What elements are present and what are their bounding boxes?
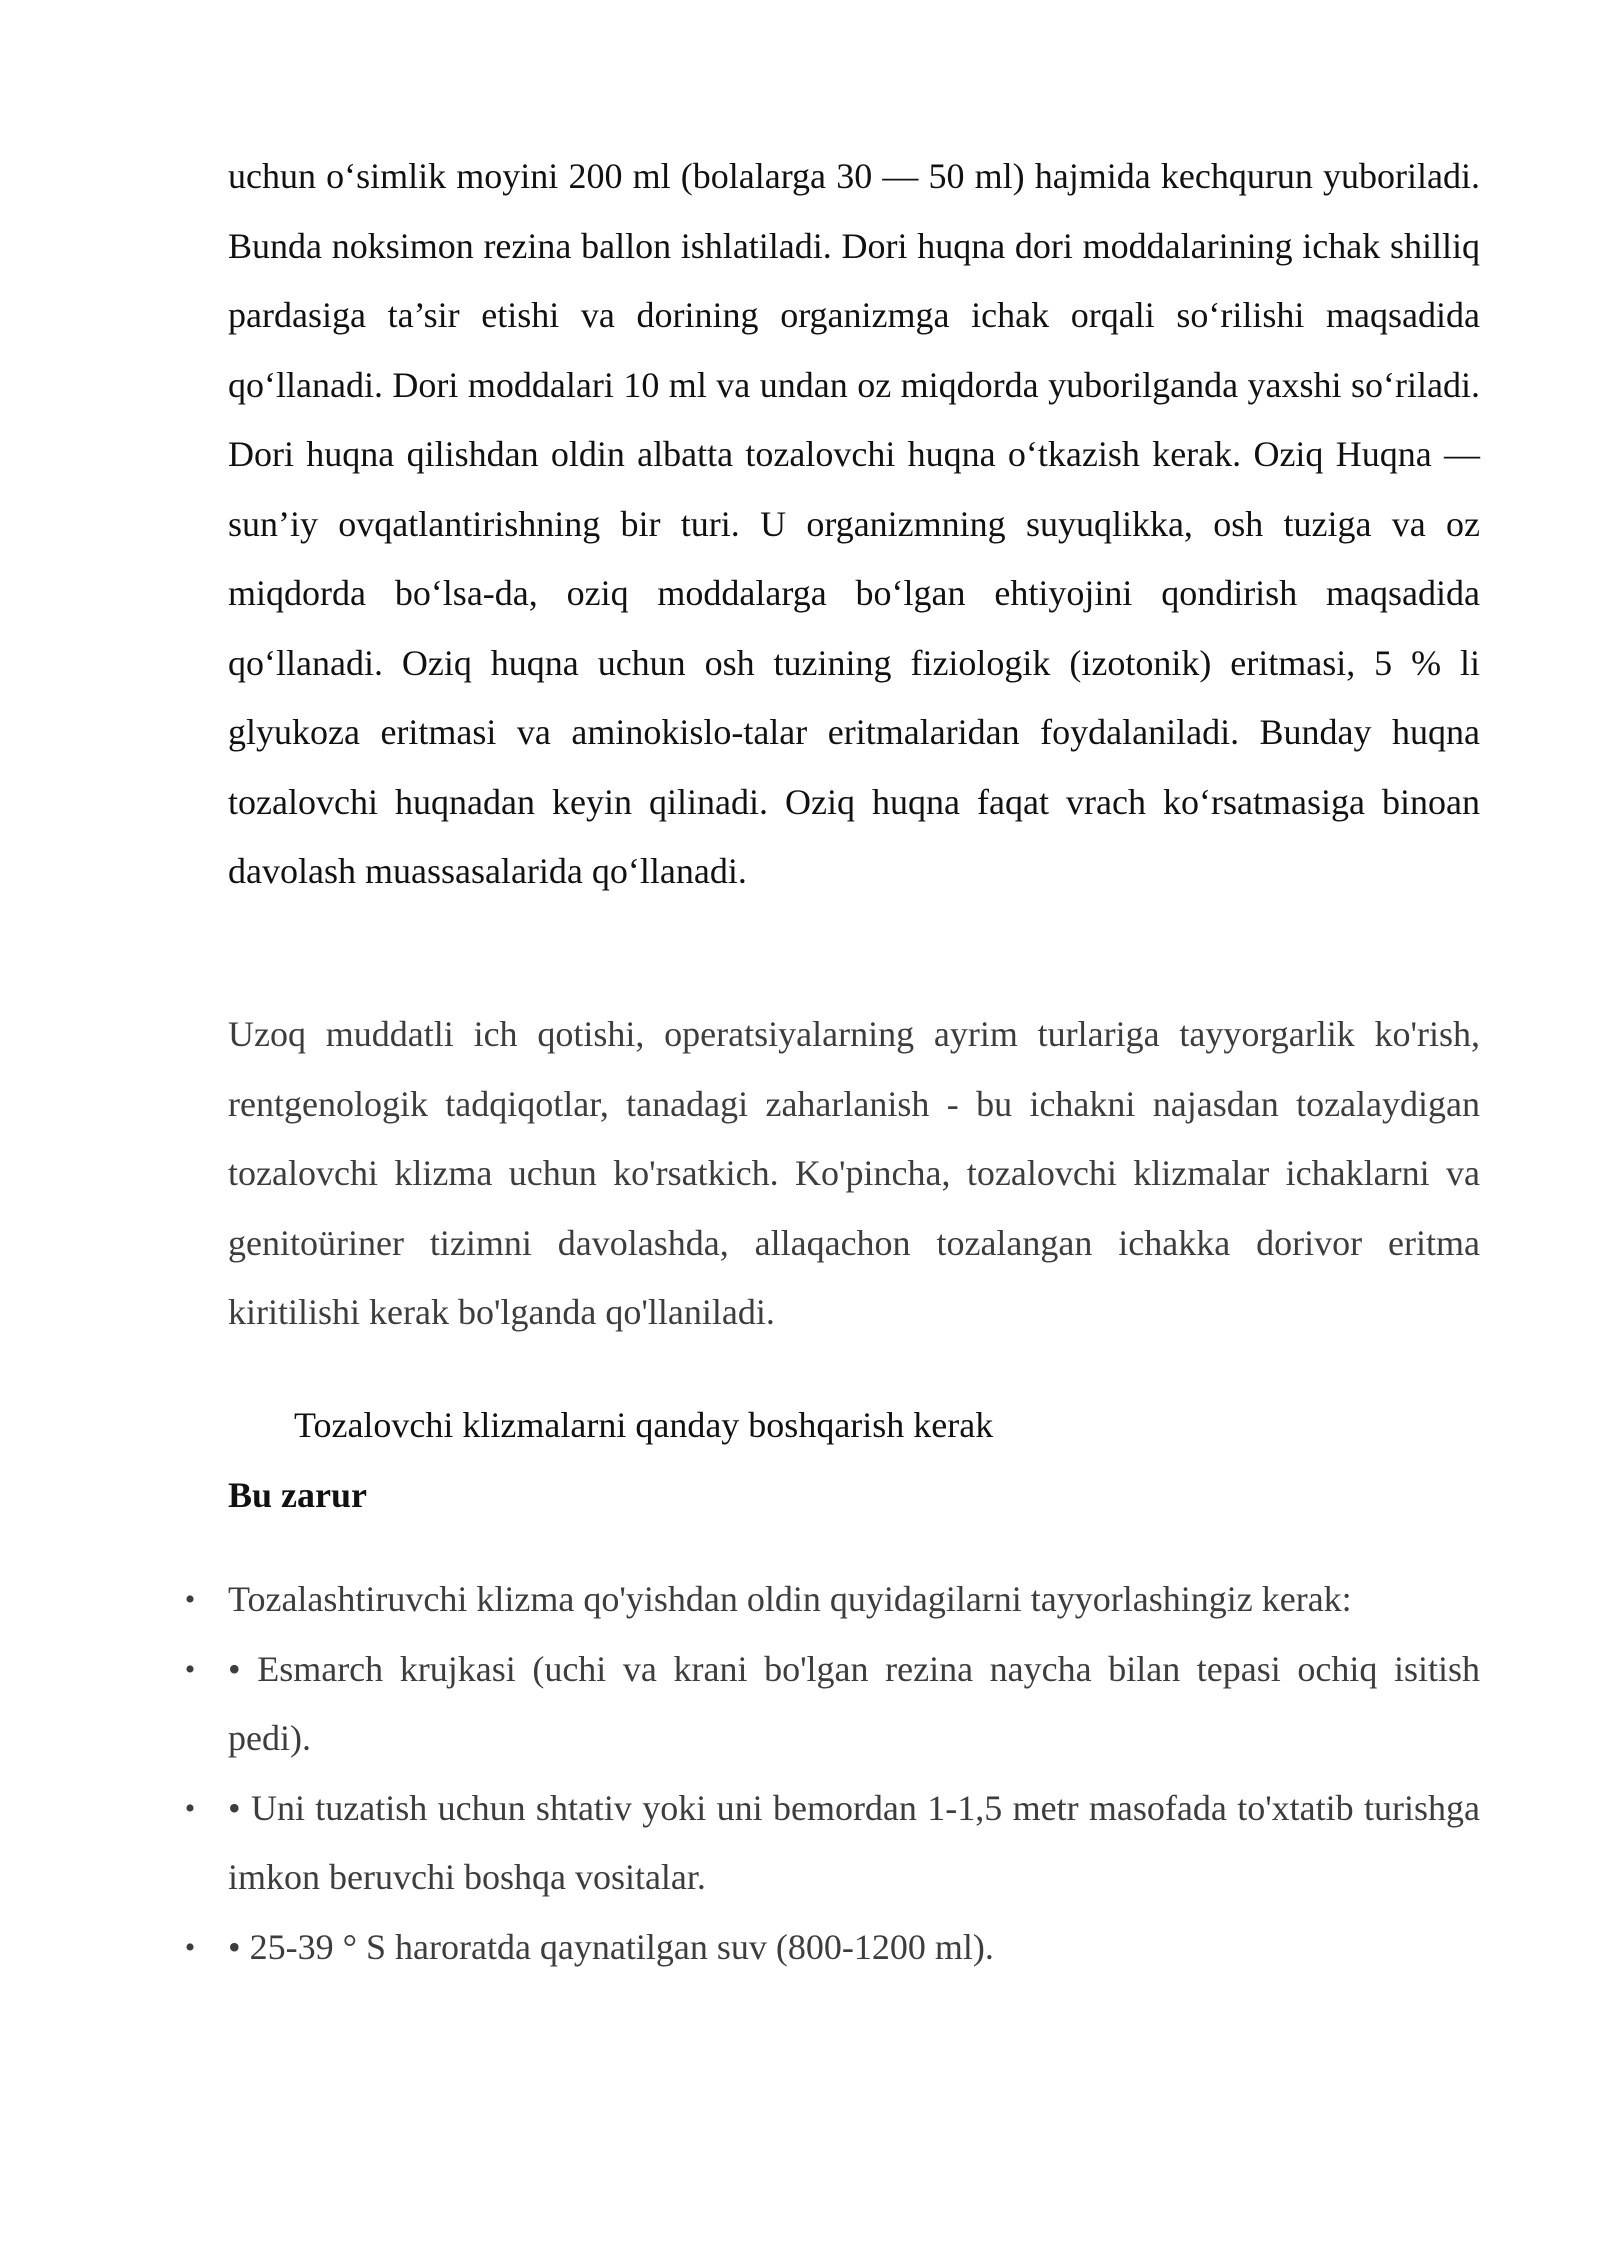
section-subheading: Bu zarur	[228, 1475, 367, 1515]
section-heading: Tozalovchi klizmalarni qanday boshqarish kerak	[294, 1405, 994, 1445]
bullet-marker: •	[184, 1583, 196, 1616]
list-item	[184, 1913, 1480, 1983]
bullet-list	[184, 1565, 1480, 1982]
bullet-marker: •	[184, 1652, 196, 1686]
body-paragraph: Uzoq muddatli ich qotishi, operatsiyalarning ayrim turlariga tayyorgarlik ko'rish, rentgenologik tadqiqotlar, tanadagi zaharlanish - bu ichakni najasdan tozalaydigan tozalovchi klizma uchun ko'rsatkich. Ko'pincha, tozalovchi klizmalar ichaklarni va genitoüriner tizimni davolashda, allaqachon tozalangan ichakka dorivor eritma kiritilishi kerak bo'lganda qo'llaniladi.	[228, 1014, 1480, 1332]
list-item-text: Tozalashtiruvchi klizma qo'yishdan oldin quyidagilarni tayyorlashingiz kerak:	[228, 1579, 1352, 1619]
list-item	[184, 1565, 1480, 1635]
list-item	[184, 1774, 1480, 1913]
bullet-marker: •	[184, 1930, 196, 1964]
bullet-marker: •	[184, 1791, 196, 1825]
list-item-text: • 25-39 ° S haroratda qaynatilgan suv (800-1200 ml).	[228, 1926, 994, 1967]
body-paragraph: uchun o‘simlik moyini 200 ml (bolalarga 30 — 50 ml) hajmida kechqurun yuboriladi. Bunda noksimon rezina ballon ishlatiladi. Dori huqna dori moddalarining ichak shilliq pardasiga ta’sir etishi va dorining organizmga ichak orqali so‘rilishi maqsadida qo‘llanadi. Dori moddalari 10 ml va undan oz miqdorda yuborilganda yaxshi so‘riladi. Dori huqna qilishdan oldin albatta tozalovchi huqna o‘tkazish kerak. Oziq Huqna — sun’iy ovqatlantirishning bir turi. U organizmning suyuqlikka, osh tuziga va oz miqdorda bo‘lsa-da, oziq moddalarga bo‘lgan ehtiyojini qondirish maqsadida qo‘llanadi. Oziq huqna uchun osh tuzining fiziologik (izotonik) eritmasi, 5 % li glyukoza eritmasi va aminokislo-talar eritmalaridan foydalaniladi. Bunday huqna tozalovchi huqnadan keyin qilinadi. Oziq huqna faqat vrach ko‘rsatmasiga binoan davolash muassasalarida qo‘llanadi.	[228, 156, 1480, 891]
list-item-text: • Uni tuzatish uchun shtativ yoki uni bemordan 1-1,5 metr masofada to'xtatib turishga imkon beruvchi boshqa vositalar.	[228, 1787, 1480, 1897]
list-item	[184, 1635, 1480, 1774]
list-item-text: • Esmarch krujkasi (uchi va krani bo'lgan rezina naycha bilan tepasi ochiq isitish pedi).	[228, 1648, 1480, 1758]
